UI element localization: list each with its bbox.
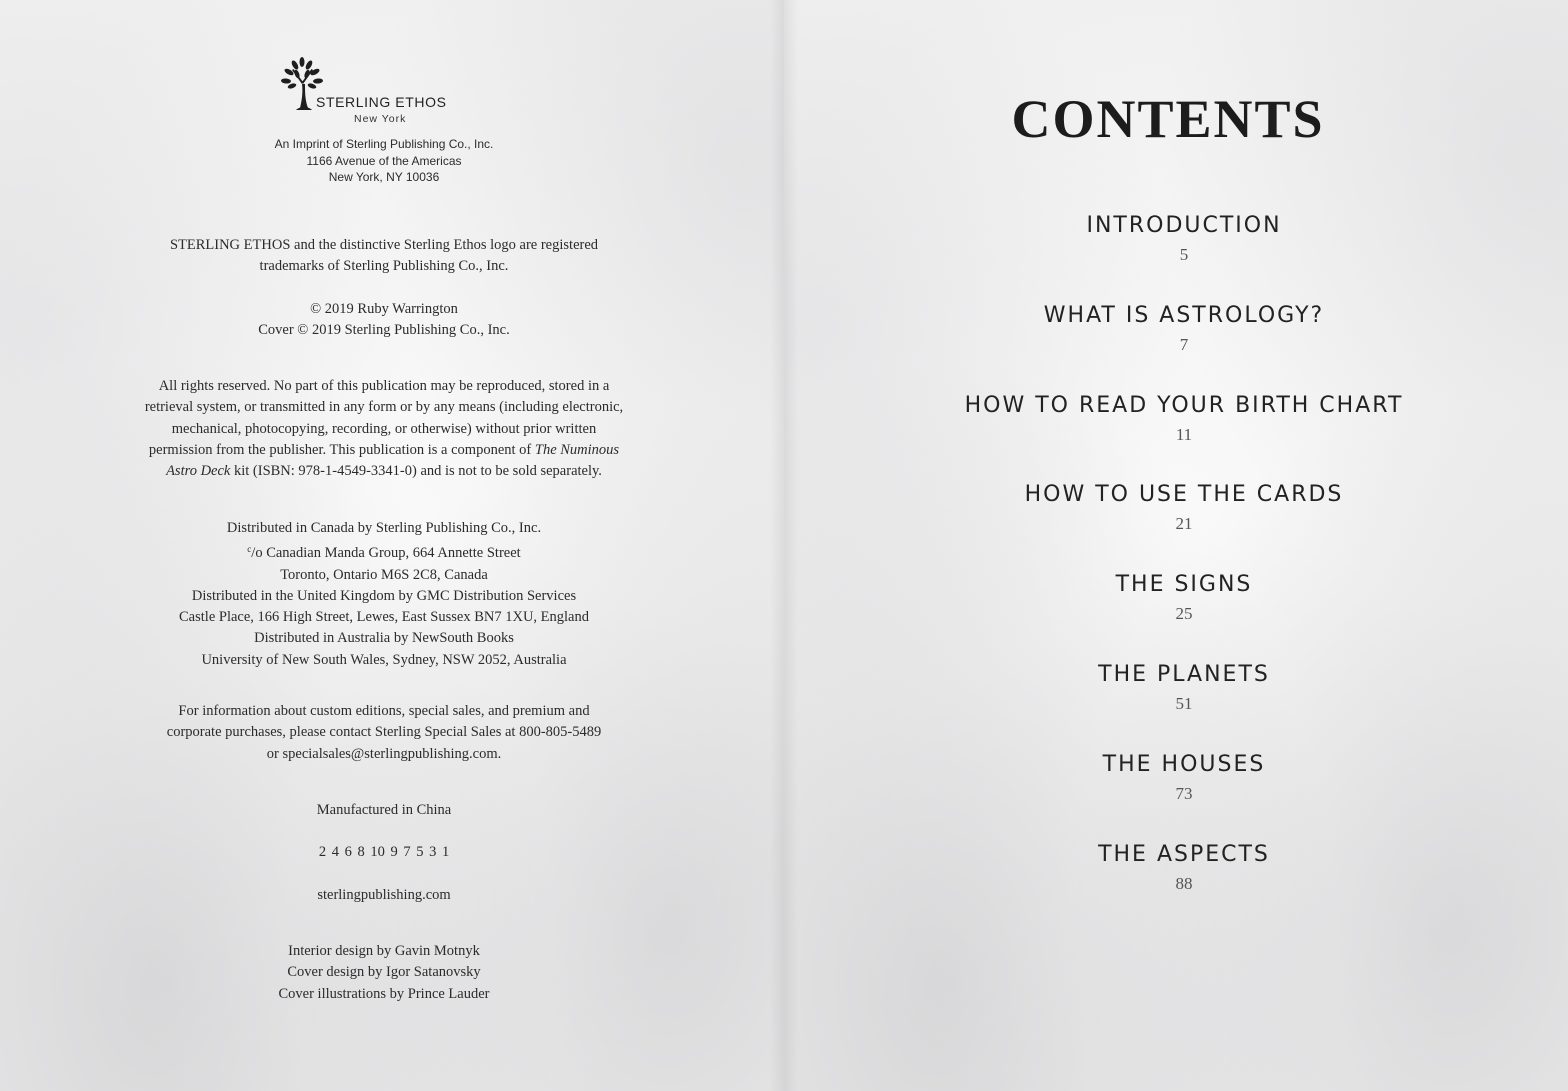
- imprint-block: [0, 136, 768, 186]
- toc-entry: [784, 661, 1568, 715]
- copyright-notice: [0, 299, 768, 342]
- printing-line: 2 4 6 8 10 9 7 5 3 1: [318, 844, 450, 860]
- credit-line: Cover illustrations by Prince Lauder: [278, 985, 490, 1002]
- trademark-line: STERLING ETHOS and the distinctive Sterling Ethos logo are registered: [169, 237, 599, 253]
- copyright-line: © 2019 Ruby Warrington: [310, 301, 458, 317]
- toc-entry-page: 25: [1175, 604, 1193, 623]
- distribution-line: University of New South Wales, Sydney, NSW 2052, Australia: [201, 651, 567, 668]
- toc-entry: [784, 212, 1568, 266]
- copyright-line: Cover © 2019 Sterling Publishing Co., Inc.: [258, 322, 510, 339]
- toc-entry: [784, 841, 1568, 895]
- imprint-line: 1166 Avenue of the Americas: [306, 153, 462, 168]
- toc-entry-page: 11: [1175, 425, 1193, 444]
- toc-entry-page: 21: [1175, 514, 1193, 533]
- info-line: or specialsales@sterlingpublishing.com.: [266, 745, 502, 762]
- book-gutter: [770, 0, 798, 1091]
- rights-notice: [0, 376, 768, 482]
- toc-entry-title: THE ASPECTS: [1098, 842, 1270, 867]
- info-line: For information about custom editions, special sales, and premium and: [178, 703, 590, 719]
- deck-title-part: Astro Deck: [166, 463, 231, 480]
- deck-title-part: The Numinous: [534, 441, 620, 458]
- info-line: corporate purchases, please contact Sterling Special Sales at 800-805-5489: [166, 724, 602, 741]
- toc-entry-title: WHAT IS ASTROLOGY?: [1043, 303, 1325, 328]
- rights-line: All rights reserved. No part of this publication may be reproduced, stored in a: [158, 378, 610, 394]
- imprint-line: New York, NY 10036: [328, 170, 440, 184]
- design-credits: [0, 941, 768, 1005]
- toc-entry: [784, 392, 1568, 446]
- toc-entry-title: INTRODUCTION: [1086, 213, 1282, 238]
- publisher-logo: [278, 56, 468, 128]
- toc-entry: [784, 481, 1568, 535]
- rights-line: [0, 440, 768, 461]
- website-line: sterlingpublishing.com: [317, 887, 451, 903]
- rights-line: retrieval system, or transmitted in any form or by any means (including electronic,: [144, 399, 624, 416]
- trademark-line: trademarks of Sterling Publishing Co., Inc.: [259, 258, 509, 275]
- distribution-line: Toronto, Ontario M6S 2C8, Canada: [280, 566, 488, 583]
- distribution-notice: [0, 518, 768, 671]
- contents-page: [784, 0, 1568, 1091]
- logo-name: STERLING ETHOS: [316, 94, 447, 110]
- distribution-line: Distributed in Australia by NewSouth Books: [254, 630, 514, 647]
- rights-text: kit (ISBN: 978-1-4549-3341-0) and is not to be sold separately.: [230, 463, 602, 480]
- credit-line: Interior design by Gavin Motnyk: [288, 943, 480, 959]
- trademark-notice: [0, 235, 768, 278]
- toc-entry-title: HOW TO USE THE CARDS: [1024, 482, 1344, 507]
- toc-entry-page: 73: [1175, 784, 1193, 803]
- distribution-line: Castle Place, 166 High Street, Lewes, East Sussex BN7 1XU, England: [179, 609, 589, 626]
- care-of-superscript: c: [247, 544, 252, 555]
- toc-entry-page: 5: [1179, 245, 1189, 264]
- toc-entry-page: 88: [1175, 874, 1193, 893]
- rights-line: mechanical, photocopying, recording, or otherwise) without prior written: [171, 420, 597, 437]
- distribution-line: [0, 539, 768, 564]
- imprint-line: An Imprint of Sterling Publishing Co., Inc.: [274, 137, 494, 151]
- manufactured-line: Manufactured in China: [316, 802, 452, 818]
- toc-entry-title: THE HOUSES: [1102, 752, 1266, 777]
- contents-heading: CONTENTS: [1011, 89, 1325, 149]
- toc-entry-title: THE SIGNS: [1115, 572, 1253, 597]
- toc-entry: [784, 751, 1568, 805]
- rights-text: permission from the publisher. This publication is a component of: [148, 441, 535, 458]
- distribution-line: Distributed in Canada by Sterling Publishing Co., Inc.: [226, 520, 542, 536]
- toc-entry-title: HOW TO READ YOUR BIRTH CHART: [964, 393, 1404, 418]
- toc-entry: [784, 571, 1568, 625]
- distribution-line: Distributed in the United Kingdom by GMC Distribution Services: [191, 587, 577, 604]
- distribution-text: /o Canadian Manda Group, 664 Annette Street: [251, 545, 521, 562]
- logo-city: New York: [354, 113, 407, 125]
- rights-line: [0, 461, 768, 482]
- credit-line: Cover design by Igor Satanovsky: [287, 964, 481, 981]
- special-sales-notice: [0, 701, 768, 765]
- toc-entry-page: 51: [1175, 694, 1193, 713]
- toc-entry-title: THE PLANETS: [1098, 662, 1270, 687]
- toc-entry-page: 7: [1179, 335, 1189, 354]
- toc-entry: [784, 302, 1568, 356]
